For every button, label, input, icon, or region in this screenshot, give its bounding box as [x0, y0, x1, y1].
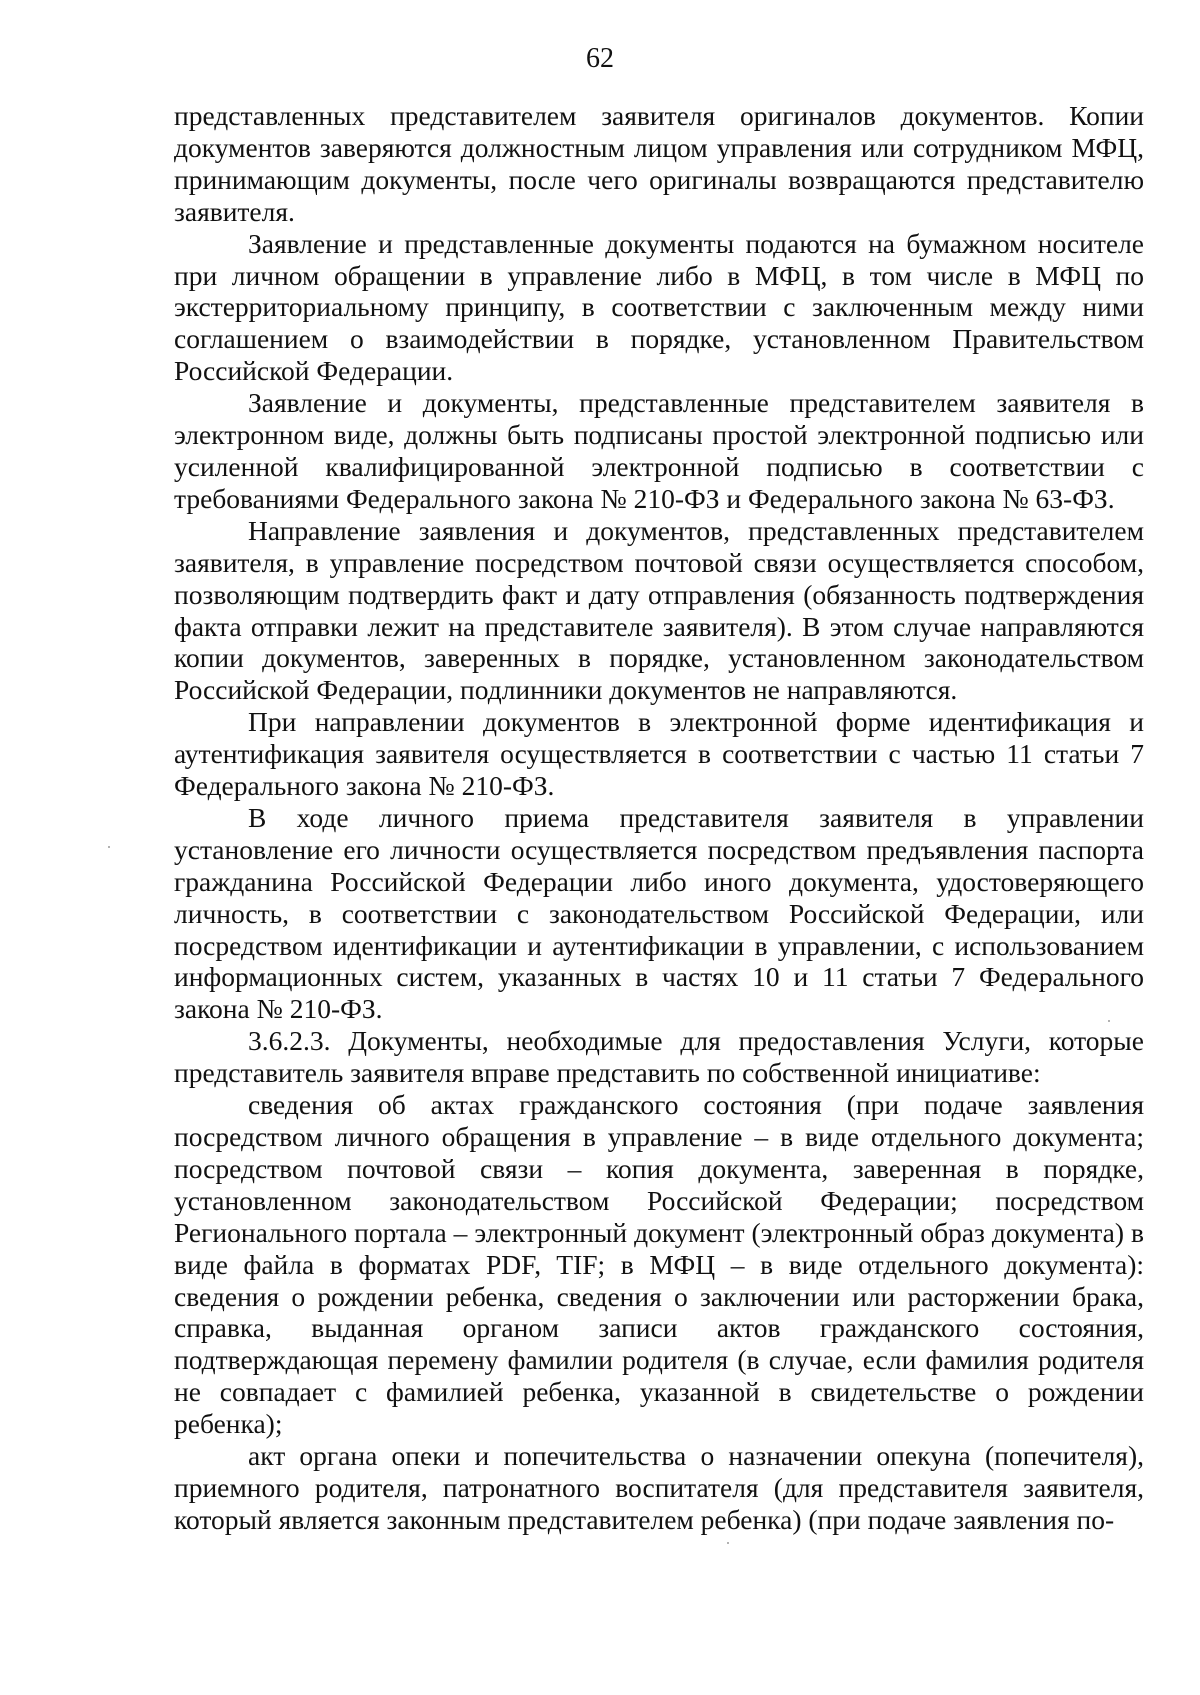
paragraph-7: 3.6.2.3. Документы, необходимые для предоставления Услуги, которые представитель заявителя вправе представить по собственной инициативе: [174, 1025, 1144, 1089]
paragraph-6: В ходе личного приема представителя заявителя в управлении установление его личности осуществляется посредством предъявления паспорта гражданина Российской Федерации либо иного документа, удостоверяющего личность, в соответствии с законодательством Российской Федерации, или посредством идентификации и аутентификации в управлении, с использованием информационных систем, указанных в частях 10 и 11 статьи 7 Федерального закона № 210-ФЗ. [174, 801, 1144, 1025]
paragraph-5: При направлении документов в электронной форме идентификация и аутентификация заявителя осуществляется в соответствии с частью 11 статьи 7 Федерального закона № 210-ФЗ. [174, 706, 1144, 802]
scan-speck [727, 1542, 729, 1544]
paragraph-2: Заявление и представленные документы подаются на бумажном носителе при личном обращении в управление либо в МФЦ, в том числе в МФЦ по экстерриториальному принципу, в соответствии с заключенным между ними соглашением о взаимодействии в порядке, установленном Правительством Российской Федерации. [174, 227, 1144, 387]
paragraph-3: Заявление и документы, представленные представителем заявителя в электронном виде, должны быть подписаны простой электронной подписью или усиленной квалифицированной электронной подписью в соответствии с требованиями Федерального закона № 210-ФЗ и Федерального закона № 63-ФЗ. [174, 387, 1144, 514]
paragraph-9: акт органа опеки и попечительства о назначении опекуна (попечителя), приемного родителя, патронатного воспитателя (для представителя заявителя, который является законным представителем ребенка) (при подаче заявления по- [174, 1440, 1144, 1535]
scan-speck [1108, 1020, 1110, 1022]
page-number: 62 [586, 43, 614, 74]
paragraph-8: сведения об актах гражданского состояния (при подаче заявления посредством личного обращения в управление – в виде отдельного документа; посредством почтовой связи – копия документа, заверенная в порядке, установленном законодательством Российской Федерации; посредством Регионального портала – электронный документ (электронный образ документа) в виде файла в форматах PDF, TIF; в МФЦ – в виде отдельного документа): сведения о рождении ребенка, сведения о заключении или расторжении брака, справка, выданная органом записи актов гражданского состояния, подтверждающая перемену фамилии родителя (в случае, если фамилия родителя не совпадает с фамилией ребенка, указанной в свидетельстве о рождении ребенка); [174, 1089, 1144, 1440]
scan-speck [108, 846, 110, 848]
document-body [174, 100, 1144, 1536]
paragraph-1: представленных представителем заявителя оригиналов документов. Копии документов заверяются должностным лицом управления или сотрудником МФЦ, принимающим документы, после чего оригиналы возвращаются представителю заявителя. [174, 100, 1144, 227]
paragraph-4: Направление заявления и документов, представленных представителем заявителя, в управление посредством почтовой связи осуществляется способом, позволяющим подтвердить факт и дату отправления (обязанность подтверждения факта отправки лежит на представителе заявителя). В этом случае направляются копии документов, заверенных в порядке, установленном законодательством Российской Федерации, подлинники документов не направляются. [174, 514, 1144, 706]
